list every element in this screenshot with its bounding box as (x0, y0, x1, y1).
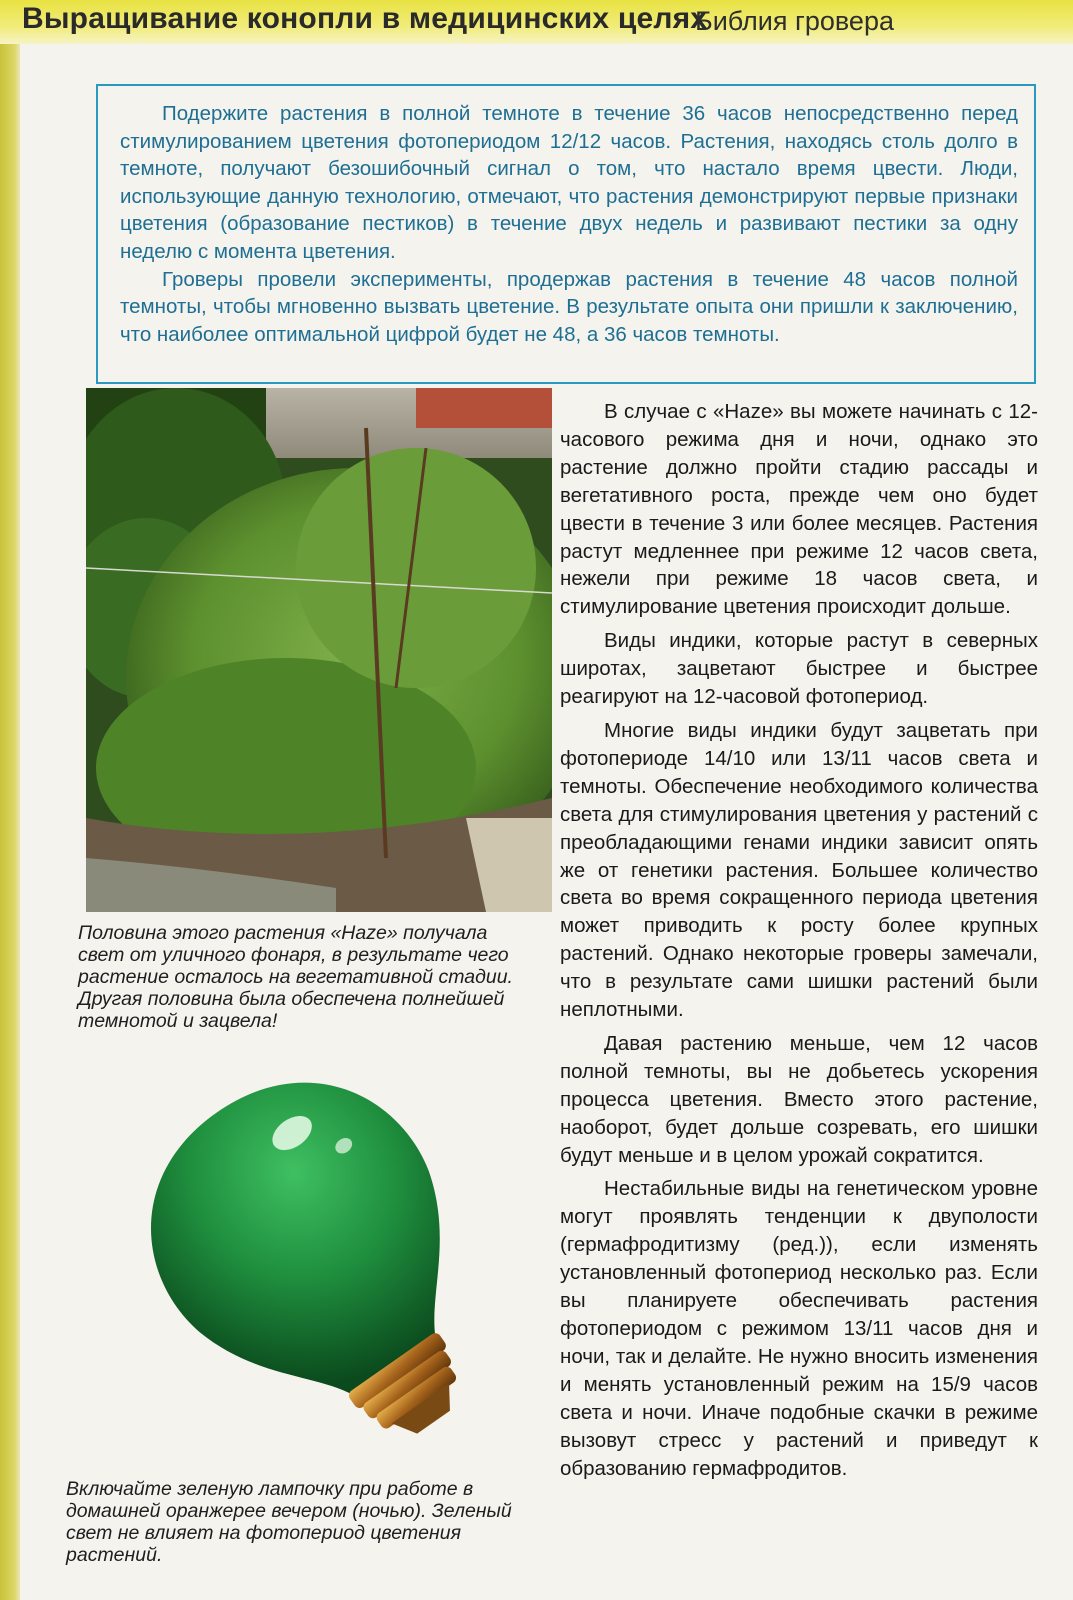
photo-caption: Половина этого растения «Haze» получала свет от уличного фонаря, в результате чего растение осталось на вегетативной стадии. Другая половина была обеспечена полнейшей темнотой и зацвела! (78, 922, 513, 1032)
callout-paragraph: Подержите растения в полной темноте в течение 36 часов непосредственно перед стимулированием цветения фотопериодом 12/12 часов. Растения, находясь столь долго в темноте, получают безошибочный сигнал о том, что настало время цвести. Люди, использующие данную технологию, отмечают, что растения демонстрируют первые признаки цветения (образование пестиков) в течение двух недель и развивают пестики за одну неделю с момента цветения. (120, 102, 1018, 263)
header-book-title: Библия гровера (695, 6, 894, 36)
haze-plant-photo (86, 388, 552, 912)
callout-paragraph: Гроверы провели эксперименты, продержав растения в течение 48 часов полной темноты, чтобы мгновенно вызвать цветение. В результате опыта они пришли к заключению, что наиболее оптимальной цифрой будет не 48, а 36 часов темноты. (120, 267, 1018, 346)
body-paragraph: Нестабильные виды на генетическом уровне могут проявлять тенденции к двуполости (гермафродитизму (ред.)), если изменять установленный фотопериод несколько раз. Если вы планируете обеспечивать растения фотопериодом с режимом 13/11 часов дня и ночи, так и делайте. Не нужно вносить изменения и менять установленный режим на 15/9 часов света и ночи. Иначе подобные скачки в режиме вызовут стресс у растений и приведут к образованию гермафродитов. (560, 1177, 1038, 1480)
body-paragraph: Виды индики, которые растут в северных широтах, зацветают быстрее и быстрее реагируют на 12-часовой фотопериод. (560, 629, 1038, 709)
running-header (0, 0, 1073, 44)
body-paragraph: Многие виды индики будут зацветать при фотопериоде 14/10 или 13/11 часов света и темноты. Обеспечение необходимого количества света для стимулирования цветения у растений с преобладающими генами индики зависит опять же от генетики растения. Большее количество света во время сокращенного периода цветения может приводить к росту более крупных растений. Однако некоторые гроверы замечали, что в результате сами шишки растений были неплотными. (560, 718, 1038, 1022)
page-spine-edge (0, 0, 20, 1600)
body-paragraph: В случае с «Haze» вы можете начинать с 12-часового режима дня и ночи, однако это растение должно пройти стадию рассады и вегетативного роста, прежде чем оно будет цвести в течение 3 или более месяцев. Растения растут медленнее при режиме 12 часов света, нежели при режиме 18 часов света, и стимулирование цветения происходит дольше. (560, 400, 1038, 619)
header-section-title: Выращивание конопли в медицинских целях (22, 2, 708, 35)
body-paragraph: Давая растению меньше, чем 12 часов полной темноты, вы не добьетесь ускорения процесса цветения. Вместо этого растение, наоборот, будет дольше созревать, его шишки будут меньше и в целом урожай сократится. (560, 1031, 1038, 1167)
green-lightbulb-image (70, 1060, 550, 1460)
tip-callout-box (96, 84, 1036, 384)
bulb-caption: Включайте зеленую лампочку при работе в домашней оранжерее вечером (ночью). Зеленый свет не влияет на фотопериод цветения растений. (66, 1478, 512, 1566)
main-text-column (560, 398, 1038, 1482)
